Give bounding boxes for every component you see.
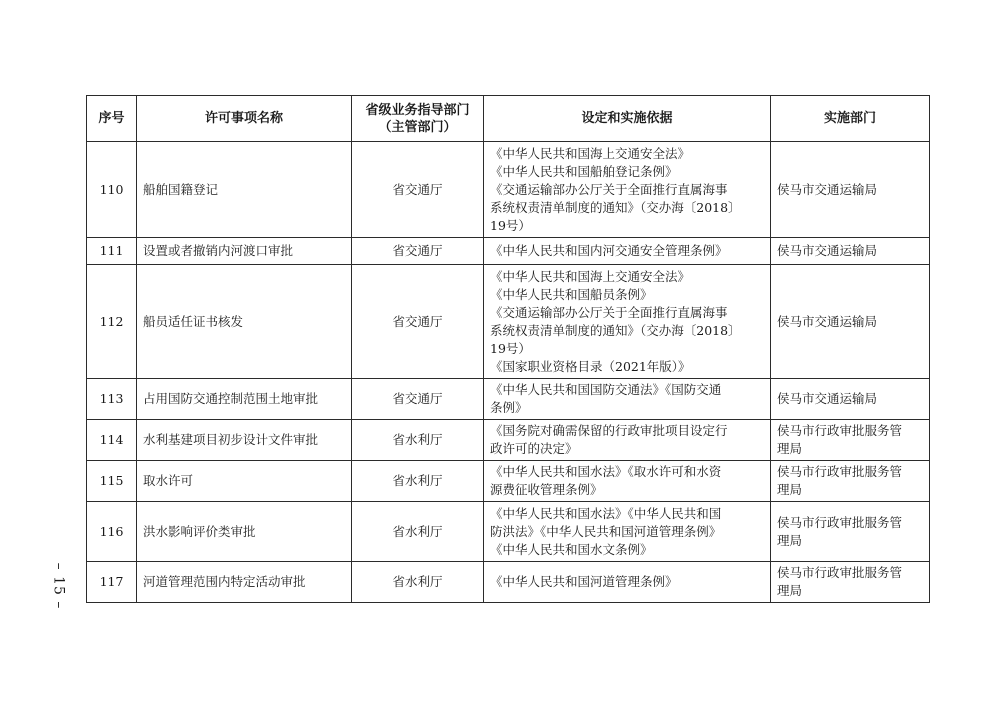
implementing-dept [771,562,930,603]
legal-basis-line: 《中华人民共和国水法》《取水许可和水资 [490,464,722,479]
row-number: 113 [87,379,137,420]
legal-basis-line: 《中华人民共和国国防交通法》《国防交通 [490,382,722,397]
supervising-dept: 省交通厅 [352,142,484,238]
legal-basis-line: 防洪法》《中华人民共和国河道管理条例》 [490,523,722,539]
supervising-dept: 省水利厅 [352,562,484,603]
legal-basis-line: 《国务院对确需保留的行政审批项目设定行 [490,423,728,438]
legal-basis-line: 条例》 [490,400,528,415]
legal-basis [484,562,771,603]
legal-basis-line: 系统权责清单制度的通知》（交办海〔2018〕 [490,199,741,215]
implementing-dept [771,238,930,265]
implementing-dept-line: 理局 [777,441,803,456]
permit-name: 船舶国籍登记 [137,142,352,238]
implementing-dept-line: 侯马市交通运输局 [777,181,878,197]
implementing-dept-line: 侯马市交通运输局 [777,391,878,406]
implementing-dept-line: 侯马市交通运输局 [777,243,878,258]
header-row [87,96,930,142]
permit-name: 河道管理范围内特定活动审批 [137,562,352,603]
header-name: 许可事项名称 [137,96,352,142]
implementing-dept [771,420,930,461]
table-body [87,142,930,603]
legal-basis-line: 源费征收管理条例》 [490,482,603,497]
page-number-text: – 15 – [50,562,66,610]
legal-basis [484,238,771,265]
legal-basis-line: 《中华人民共和国水文条例》 [490,541,653,557]
legal-basis-line: 《中华人民共和国船舶登记条例》 [490,163,678,179]
permit-name: 水利基建项目初步设计文件审批 [137,420,352,461]
implementing-dept-line: 理局 [777,532,803,548]
legal-basis-line: 19号） [490,340,531,356]
table-row [87,562,930,603]
legal-basis [484,142,771,238]
row-number: 117 [87,562,137,603]
header-impl: 实施部门 [771,96,930,142]
implementing-dept-line: 侯马市行政审批服务管 [777,514,903,530]
header-basis: 设定和实施依据 [484,96,771,142]
legal-basis-line: 《中华人民共和国水法》《中华人民共和国 [490,505,722,521]
supervising-dept: 省水利厅 [352,502,484,562]
supervising-dept: 省水利厅 [352,420,484,461]
row-number: 116 [87,502,137,562]
legal-basis-line: 19号） [490,217,531,233]
implementing-dept [771,379,930,420]
table-row [87,265,930,379]
permit-name: 船员适任证书核发 [137,265,352,379]
permit-name: 取水许可 [137,461,352,502]
permit-table [86,95,930,603]
permit-name: 占用国防交通控制范围土地审批 [137,379,352,420]
legal-basis [484,420,771,461]
table-row [87,420,930,461]
legal-basis [484,379,771,420]
legal-basis-line: 《中华人民共和国河道管理条例》 [490,574,678,589]
permit-name: 洪水影响评价类审批 [137,502,352,562]
table-row [87,379,930,420]
table-row [87,142,930,238]
legal-basis-line: 《交通运输部办公厅关于全面推行直属海事 [490,181,728,197]
implementing-dept-line: 侯马市行政审批服务管 [777,423,903,438]
legal-basis-line: 《中华人民共和国船员条例》 [490,286,653,302]
supervising-dept: 省水利厅 [352,461,484,502]
header-no: 序号 [87,96,137,142]
implementing-dept [771,502,930,562]
legal-basis-line: 《交通运输部办公厅关于全面推行直属海事 [490,304,728,320]
row-number: 111 [87,238,137,265]
row-number: 112 [87,265,137,379]
legal-basis-line: 《中华人民共和国海上交通安全法》 [490,145,691,161]
implementing-dept [771,265,930,379]
legal-basis [484,265,771,379]
page-number [40,558,76,614]
implementing-dept [771,461,930,502]
supervising-dept: 省交通厅 [352,238,484,265]
implementing-dept-line: 侯马市交通运输局 [777,313,878,329]
legal-basis-line: 《国家职业资格目录（2021年版）》 [490,358,691,374]
supervising-dept: 省交通厅 [352,265,484,379]
legal-basis-line: 政许可的决定》 [490,441,578,456]
table-header [87,96,930,142]
implementing-dept-line: 理局 [777,583,803,598]
table-row [87,502,930,562]
permit-name: 设置或者撤销内河渡口审批 [137,238,352,265]
legal-basis-line: 《中华人民共和国海上交通安全法》 [490,268,691,284]
table-row [87,461,930,502]
row-number: 115 [87,461,137,502]
header-dept [352,96,484,142]
header-dept-line1: 省级业务指导部门 [365,102,470,118]
header-dept-line2: （主管部门） [378,119,457,135]
legal-basis [484,461,771,502]
implementing-dept-line: 侯马市行政审批服务管 [777,464,903,479]
row-number: 110 [87,142,137,238]
legal-basis-line: 《中华人民共和国内河交通安全管理条例》 [490,243,728,258]
implementing-dept-line: 侯马市行政审批服务管 [777,565,903,580]
legal-basis [484,502,771,562]
implementing-dept-line: 理局 [777,482,803,497]
supervising-dept: 省交通厅 [352,379,484,420]
table-row [87,238,930,265]
legal-basis-line: 系统权责清单制度的通知》（交办海〔2018〕 [490,322,741,338]
implementing-dept [771,142,930,238]
row-number: 114 [87,420,137,461]
